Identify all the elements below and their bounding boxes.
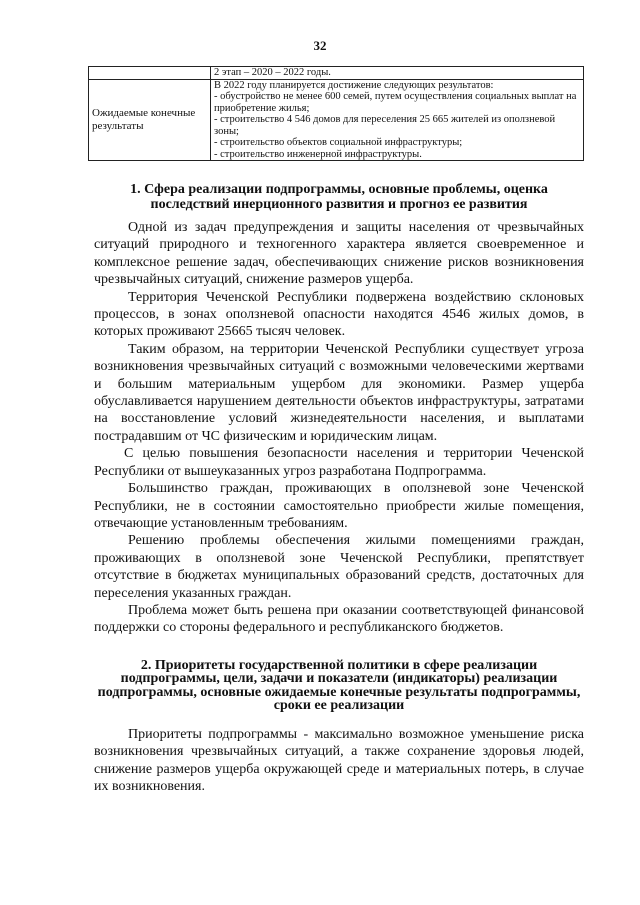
section-1-paragraph: Таким образом, на территории Чеченской Республики существует угроза возникновения чрезвычайных ситуаций с возможными человеческими жертвами и большим материальным ущербом для экономики. Размер ущерба обуславливается нарушением деятельности объектов инфраструктуры, затратами на восстановление условий жизнедеятельности населения, и выплатами пострадавшим от ЧС физическим и юридическим лицам. xyxy=(94,341,584,444)
section-2-paragraph: Приоритеты подпрограммы - максимально возможное уменьшение риска возникновения чрезвычайных ситуаций, а также сохранение здоровья людей, снижение размеров ущерба окружающей среде и материальных потерь, в случае их возникновения. xyxy=(94,726,584,794)
stage-cell: 2 этап – 2020 – 2022 годы. xyxy=(211,67,584,80)
results-intro: В 2022 году планируется достижение следующих результатов: xyxy=(214,79,494,91)
results-item: - строительство инженерной инфраструктуры. xyxy=(214,148,422,160)
results-label-cell: Ожидаемые конечные результаты xyxy=(89,79,211,161)
results-item: - строительство 4 546 домов для переселения 25 665 жителей из оползневой зоны; xyxy=(214,114,556,137)
results-item: - строительство объектов социальной инфраструктуры; xyxy=(214,137,463,148)
table-row xyxy=(89,79,584,161)
expected-results-table xyxy=(88,66,584,161)
section-1-paragraph: Одной из задач предупреждения и защиты населения от чрезвычайных ситуаций природного и техногенного характера является своевременное и комплексное решение задач, обеспечивающих снижение рисков возникновения чрезвычайных ситуаций, снижение размеров ущерба. xyxy=(94,220,584,288)
section-1-paragraph: Решению проблемы обеспечения жилыми помещениями граждан, проживающих в оползневой зоне Чеченской Республики, препятствует отсутствие в бюджетах муниципальных образований средств, достаточных для переселения указанных граждан. xyxy=(94,533,584,601)
results-cell xyxy=(211,79,584,161)
section-1-paragraph: Большинство граждан, проживающих в оползневой зоне Чеченской Республики, не в состоянии самостоятельно приобрести жилые помещения, отвечающие установленным требованиям. xyxy=(94,481,584,531)
section-2-heading: 2. Приоритеты государственной политики в сфере реализации подпрограммы, цели, задачи и показатели (индикаторы) реализации подпрограммы, основные ожидаемые конечные результаты подпрограммы, сроки ее реализации xyxy=(97,657,581,714)
table-row xyxy=(89,67,584,80)
section-1-heading: 1. Сфера реализации подпрограммы, основные проблемы, оценка последствий инерционного развития и прогноз ее развития xyxy=(130,182,548,212)
empty-label-cell xyxy=(89,67,211,80)
document-body xyxy=(94,183,584,795)
section-1-paragraph: Проблема может быть решена при оказании соответствующей финансовой поддержки со стороны федерального и республиканского бюджетов. xyxy=(94,602,584,636)
section-1-paragraph: Территория Чеченской Республики подвержена воздействию склоновых процессов, в зонах оползневой опасности находятся 4546 жилых домов, в которых проживают 25665 тысяч человек. xyxy=(94,289,584,340)
section-1-paragraph: С целью повышения безопасности населения и территории Чеченской Республики от вышеуказанных угроз разработана Подпрограмма. xyxy=(94,446,584,479)
results-item: - обустройство не менее 600 семей, путем осуществления социальных выплат на приобретение жилья; xyxy=(214,91,577,114)
page-number: 32 xyxy=(313,38,327,53)
